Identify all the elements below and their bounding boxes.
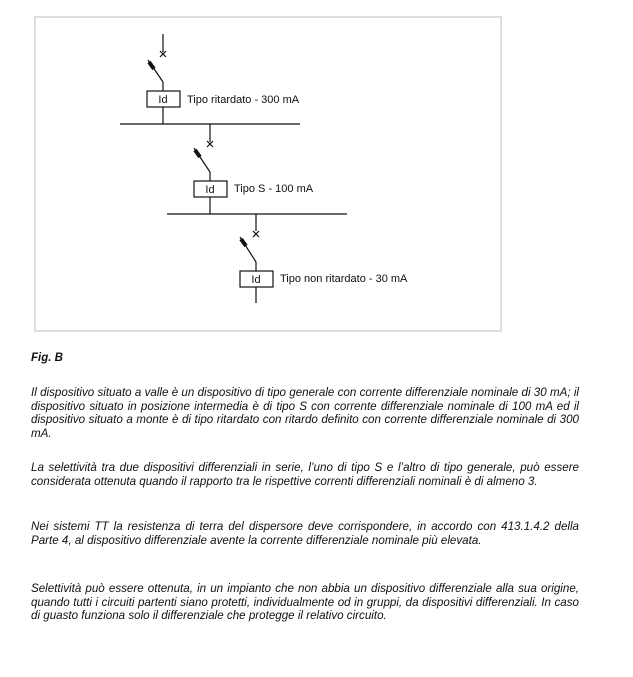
rcd-symbol-2: Id [205, 184, 215, 196]
stage-1-breaker [148, 34, 166, 91]
rcd-symbol-1: Id [158, 94, 168, 106]
paragraph-tt-systems: Nei sistemi TT la resistenza di terra del dispersore deve corrispondere, in accordo con 413.1.4.2 della Parte 4, al dispositivo differenziale avente la corrente differenziale nominale più elevata. [31, 520, 579, 547]
figure-caption: Fig. B [31, 352, 63, 364]
paragraph-device-description: Il dispositivo situato a valle è un dispositivo di tipo generale con corrente differenziale nominale di 30 mA; il dispositivo situato in posizione intermedia è di tipo S con corrente differenziale nominale di 100 mA ed il dispositivo situato a monte è di tipo ritardato con ritardo definito con corrente differenziale nominale di 300 mA. [31, 386, 579, 440]
paragraph-selectivity-ratio: La selettività tra due dispositivi differenziali in serie, l’uno di tipo S e l’altro di tipo generale, può essere considerata ottenuta quando il rapporto tra le rispettive correnti differenziali nominali è di almeno 3. [31, 461, 579, 488]
switch-contact-icon [148, 60, 163, 82]
paragraph-circuit-selectivity: Selettività può essere ottenuta, in un impianto che non abbia un dispositivo differenziale alla sua origine, quando tutti i circuiti partenti siano protetti, individualmente od in gruppi, da dispositivi differenziali. In caso di guasto funziona solo il differenziale che protegge il relativo circuito. [31, 582, 579, 622]
rcd-label-1: Tipo ritardato - 300 mA [187, 94, 300, 106]
switch-contact-icon [240, 237, 256, 262]
rcd-label-3: Tipo non ritardato - 30 mA [280, 273, 408, 285]
stage-3-breaker [240, 214, 259, 271]
rcd-symbol-3: Id [251, 274, 261, 286]
stage-2-breaker [194, 124, 213, 181]
rcd-label-2: Tipo S - 100 mA [234, 183, 314, 195]
cross-icon [253, 231, 259, 237]
switch-contact-icon [194, 148, 210, 172]
